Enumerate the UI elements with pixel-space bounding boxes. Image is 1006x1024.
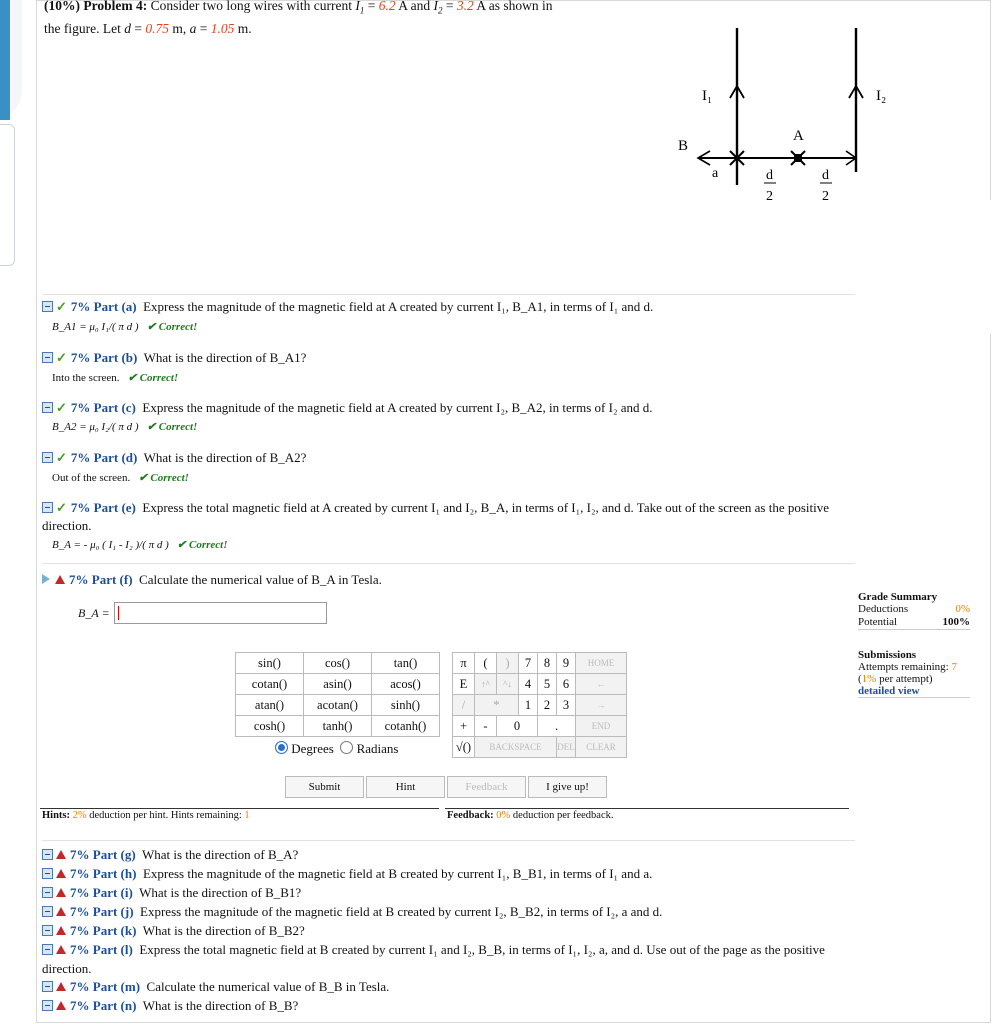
collapse-icon[interactable] (42, 502, 53, 513)
part-f-header[interactable] (42, 572, 382, 588)
figure-divider (42, 294, 855, 295)
hints-label: Hints: (42, 810, 71, 821)
part-a-answer-row (52, 320, 197, 333)
part-b-header[interactable] (42, 350, 306, 366)
num-row (453, 653, 627, 674)
problem-text-3: the figure. Let (44, 20, 121, 36)
key-cotanh[interactable]: cotanh() (372, 716, 440, 737)
part-answer: Into the screen. (52, 372, 120, 384)
key-sin[interactable]: sin() (236, 653, 304, 674)
key-atan[interactable]: atan() (236, 695, 304, 716)
fn-row (236, 653, 440, 674)
warning-icon (56, 888, 66, 897)
give-up-button[interactable]: I give up! (528, 776, 607, 798)
part-d-header[interactable] (42, 450, 306, 466)
part-label: Part (c) (93, 400, 136, 415)
part-pct: 7% (70, 500, 91, 515)
answer-input-label: B_A = (78, 606, 110, 620)
feedback-button[interactable]: Feedback (447, 776, 526, 798)
key-power-up[interactable]: ↑^ (475, 674, 497, 695)
correct-badge: ✔ Correct! (138, 472, 189, 484)
fn-row (236, 716, 440, 737)
part-label: Part (i) (92, 885, 133, 900)
part-question: Express the total magnetic field at B created by current I₁ and I₂, B_B, in terms of I₁, I₂, a, and d. Use out of the page as the positive (139, 942, 825, 957)
I1-value: 6.2 (378, 0, 396, 13)
part-label: Part (n) (92, 998, 137, 1013)
potential-value: 100% (942, 616, 970, 628)
part-question: What is the direction of B_B2? (142, 923, 305, 938)
attempts-row (858, 661, 970, 673)
part-question: Calculate the numerical value of B_A in Tesla. (139, 572, 382, 587)
collapse-icon[interactable] (42, 906, 53, 917)
part-question: What is the direction of B_B1? (139, 885, 302, 900)
key-tanh[interactable]: tanh() (304, 716, 372, 737)
part-b-answer-row (52, 371, 178, 384)
collapse-icon[interactable] (42, 944, 53, 955)
detailed-view-row (858, 685, 970, 698)
part-g-header[interactable] (42, 847, 298, 863)
key-sinh[interactable]: sinh() (372, 695, 440, 716)
eq-sign-1: = (367, 0, 376, 13)
I2-symbol: I (433, 0, 438, 13)
part-h-header[interactable] (42, 866, 652, 882)
parts-divider (42, 563, 855, 564)
problem-text-2: A as shown in (476, 0, 553, 13)
part-e-header[interactable] (42, 500, 829, 516)
part-answer: B_A = - μ₀ ( I₁ - I₂ )/( π d ) (52, 539, 169, 551)
key-divide[interactable]: / (453, 695, 475, 716)
eq-sign-2: = (445, 0, 454, 13)
part-pct: 7% (70, 998, 90, 1013)
hints-pct: 2% (72, 810, 87, 821)
key-cotan[interactable]: cotan() (236, 674, 304, 695)
key-asin[interactable]: asin() (304, 674, 372, 695)
key-tan[interactable]: tan() (372, 653, 440, 674)
right-edge-gap (986, 200, 1006, 334)
key-pi[interactable]: π (453, 653, 475, 674)
grade-summary (858, 591, 970, 698)
part-label: Part (a) (93, 299, 137, 314)
key-plus[interactable]: + (453, 716, 475, 737)
label-two-1: 2 (766, 189, 773, 204)
function-keypad (235, 652, 440, 737)
I1-sub: 1 (359, 5, 365, 16)
part-label: Part (j) (92, 904, 134, 919)
key-sqrt[interactable]: √() (453, 737, 475, 758)
key-open-paren[interactable]: ( (475, 653, 497, 674)
per-attempt-text: per attempt) (879, 673, 933, 685)
key-del[interactable]: DEL (557, 737, 576, 758)
point-a-dot (794, 154, 802, 162)
warning-icon (56, 982, 66, 991)
collapse-icon[interactable] (42, 1000, 53, 1011)
key-6[interactable]: 6 (557, 674, 576, 695)
part-label: Part (g) (92, 847, 136, 862)
detailed-view-link[interactable]: detailed view (858, 685, 920, 697)
problem-statement (44, 0, 553, 37)
side-panel-tab[interactable] (0, 124, 15, 266)
attempts-value: 7 (951, 661, 957, 673)
collapse-icon[interactable] (42, 301, 53, 312)
part-label: Part (f) (91, 572, 133, 587)
part-question: Express the magnitude of the magnetic field at A created by current I₂, B_A2, in terms of I₂ and d. (142, 400, 653, 415)
check-icon: ✓ (56, 299, 67, 314)
problem-title: Problem 4: (83, 0, 148, 13)
part-question: What is the direction of B_A1? (143, 350, 307, 365)
warning-icon (56, 945, 66, 954)
hints-remaining: 1 (244, 810, 250, 821)
problem-text-1: Consider two long wires with current (150, 0, 352, 13)
part-pct: 7% (70, 866, 90, 881)
hints-rule (40, 808, 439, 809)
submit-button[interactable]: Submit (285, 776, 364, 798)
collapse-icon[interactable] (42, 452, 53, 463)
key-9[interactable]: 9 (557, 653, 576, 674)
feedback-rule (445, 808, 849, 809)
key-clear[interactable]: CLEAR (576, 737, 627, 758)
key-decimal[interactable]: . (538, 716, 576, 737)
collapse-icon[interactable] (42, 402, 53, 413)
collapse-icon[interactable] (42, 925, 53, 936)
number-keypad (452, 652, 627, 758)
part-k-header[interactable] (42, 923, 305, 939)
part-pct: 7% (70, 400, 91, 415)
key-3[interactable]: 3 (557, 695, 576, 716)
num-row (453, 674, 627, 695)
label-d-1: d (766, 168, 773, 183)
text-cursor (118, 606, 119, 620)
collapse-icon[interactable] (42, 868, 53, 879)
part-question: What is the direction of B_A2? (143, 450, 307, 465)
part-a-header[interactable] (42, 299, 653, 315)
eq-sign-4: = (199, 20, 208, 36)
check-icon: ✓ (56, 400, 67, 415)
key-1[interactable]: 1 (519, 695, 538, 716)
part-label: Part (e) (93, 500, 136, 515)
correct-badge: ✔ Correct! (177, 539, 228, 551)
warning-icon (55, 575, 65, 584)
part-question: Express the magnitude of the magnetic field at A created by current I₁, B_A1, in terms of I₁ and d. (143, 299, 654, 314)
key-0[interactable]: 0 (497, 716, 538, 737)
part-pct: 7% (70, 942, 90, 957)
part-l-header[interactable] (42, 942, 825, 958)
eq-sign-3: = (134, 20, 142, 36)
per-attempt-row (858, 673, 970, 685)
label-B: B (678, 138, 689, 154)
per-attempt-pct: 1% (861, 673, 877, 685)
degrees-radio[interactable] (275, 741, 288, 754)
key-5[interactable]: 5 (538, 674, 557, 695)
part-label: Part (d) (93, 450, 138, 465)
key-4[interactable]: 4 (519, 674, 538, 695)
part-answer: B_A2 = μ₀ I₂/( π d ) (52, 421, 139, 433)
check-icon: ✓ (56, 350, 67, 365)
part-c-header[interactable] (42, 400, 653, 416)
key-left-arrow[interactable]: ← (576, 674, 627, 695)
part-e-answer-row (52, 538, 228, 551)
part-n-header[interactable] (42, 998, 298, 1014)
part-label: Part (k) (92, 923, 137, 938)
key-acotan[interactable]: acotan() (304, 695, 372, 716)
part-pct: 7% (70, 847, 90, 862)
part-label: Part (h) (92, 866, 137, 881)
feedback-pct: 0% (496, 810, 511, 821)
label-I2: I₂ (876, 88, 887, 104)
part-m-header[interactable] (42, 979, 389, 995)
hints-text: deduction per hint. Hints remaining: (89, 810, 242, 821)
collapse-icon[interactable] (42, 352, 53, 363)
potential-row (858, 616, 970, 630)
label-I1: I₁ (702, 88, 713, 104)
key-cos[interactable]: cos() (304, 653, 372, 674)
part-pct: 7% (70, 979, 90, 994)
degrees-label: Degrees (291, 741, 334, 756)
key-power-down[interactable]: ^↓ (497, 674, 519, 695)
I2-value: 3.2 (456, 0, 474, 13)
part-c-answer-row (52, 420, 197, 433)
key-minus[interactable]: - (475, 716, 497, 737)
radians-label: Radians (356, 741, 399, 756)
key-e[interactable]: E (453, 674, 475, 695)
check-icon: ✓ (56, 450, 67, 465)
warning-icon (56, 1001, 66, 1010)
warning-icon (56, 907, 66, 916)
part-question: Calculate the numerical value of B_B in Tesla. (146, 979, 390, 994)
wires-figure (660, 20, 900, 220)
key-acos[interactable]: acos() (372, 674, 440, 695)
part-question: What is the direction of B_B? (142, 998, 299, 1013)
part-label: Part (m) (92, 979, 141, 994)
answer-input[interactable] (114, 602, 327, 624)
feedback-label: Feedback: (447, 810, 494, 821)
key-2[interactable]: 2 (538, 695, 557, 716)
unit-m-2: m. (237, 20, 252, 36)
a-symbol: a (189, 20, 197, 36)
correct-badge: ✔ Correct! (146, 321, 198, 333)
part-d-answer-row (52, 471, 189, 484)
per-attempt-paren: ( (858, 673, 862, 685)
correct-badge: ✔ Correct! (146, 421, 198, 433)
warning-icon (56, 926, 66, 935)
part-label: Part (b) (93, 350, 138, 365)
part-pct: 7% (70, 450, 91, 465)
num-row (453, 716, 627, 737)
potential-label: Potential (858, 616, 898, 628)
part-l-continuation (42, 961, 91, 977)
submissions-title: Submissions (858, 649, 917, 661)
num-row (453, 695, 627, 716)
part-i-header[interactable] (42, 885, 301, 901)
part-question: Express the magnitude of the magnetic field at B created by current I₂, B_B2, in terms of I₂, a and d. (140, 904, 663, 919)
part-question-cont: direction. (42, 518, 92, 533)
collapse-icon[interactable] (42, 887, 53, 898)
collapse-icon[interactable] (42, 981, 53, 992)
I1-symbol: I (355, 0, 360, 13)
warning-icon (56, 869, 66, 878)
label-d-2: d (822, 168, 829, 183)
part-pct: 7% (70, 350, 91, 365)
part-pct: 7% (70, 885, 90, 900)
attempts-label: Attempts remaining: (858, 661, 949, 673)
hints-info (42, 810, 250, 821)
hint-button[interactable]: Hint (366, 776, 445, 798)
play-icon (42, 574, 50, 584)
site-logo-bar (0, 0, 10, 120)
key-cosh[interactable]: cosh() (236, 716, 304, 737)
fn-row (236, 674, 440, 695)
part-answer: B_A1 = μ₀ I₁/( π d ) (52, 321, 139, 333)
label-A: A (793, 128, 804, 144)
a-value: 1.05 (210, 20, 235, 36)
part-pct: 7% (69, 572, 89, 587)
angle-mode (275, 741, 398, 757)
part-pct: 7% (70, 299, 91, 314)
key-7[interactable]: 7 (519, 653, 538, 674)
label-a: a (712, 166, 719, 181)
key-8[interactable]: 8 (538, 653, 557, 674)
part-label: Part (l) (92, 942, 133, 957)
grade-summary-title: Grade Summary (858, 591, 938, 603)
feedback-text: deduction per feedback. (512, 810, 614, 821)
problem-text-and: A and (398, 0, 431, 13)
part-j-header[interactable] (42, 904, 662, 920)
key-multiply[interactable]: * (475, 695, 519, 716)
part-pct: 7% (70, 923, 90, 938)
correct-badge: ✔ Correct! (127, 372, 179, 384)
part-answer: Out of the screen. (52, 472, 131, 484)
deductions-value: 0% (955, 603, 970, 615)
part-question: Express the total magnetic field at A created by current I₁ and I₂, B_A, in terms of I₁, I₂, and d. Take out of the screen as the positive (142, 500, 830, 515)
deductions-row (858, 603, 970, 616)
key-backspace[interactable]: BACKSPACE (475, 737, 557, 758)
problem-percent: (10%) (44, 0, 80, 13)
pending-divider (42, 840, 855, 841)
key-home[interactable]: HOME (576, 653, 627, 674)
check-icon: ✓ (56, 500, 67, 515)
part-e-continuation (42, 518, 91, 534)
key-end[interactable]: END (576, 716, 627, 737)
I2-sub: 2 (437, 5, 443, 16)
d-symbol: d (124, 20, 131, 36)
part-question-cont: direction. (42, 961, 92, 976)
num-row (453, 737, 627, 758)
d-value: 0.75 (145, 20, 169, 36)
radians-radio[interactable] (340, 741, 353, 754)
collapse-icon[interactable] (42, 849, 53, 860)
key-close-paren[interactable]: ) (497, 653, 519, 674)
key-right-arrow[interactable]: → (576, 695, 627, 716)
feedback-info (447, 810, 614, 821)
deductions-label: Deductions (858, 603, 909, 615)
part-pct: 7% (70, 904, 90, 919)
fn-row (236, 695, 440, 716)
warning-icon (56, 850, 66, 859)
part-question: What is the direction of B_A? (141, 847, 299, 862)
unit-m-1: m, (172, 20, 187, 36)
part-question: Express the magnitude of the magnetic field at B created by current I₁, B_B1, in terms of I₁ and a. (142, 866, 653, 881)
label-two-2: 2 (822, 189, 829, 204)
